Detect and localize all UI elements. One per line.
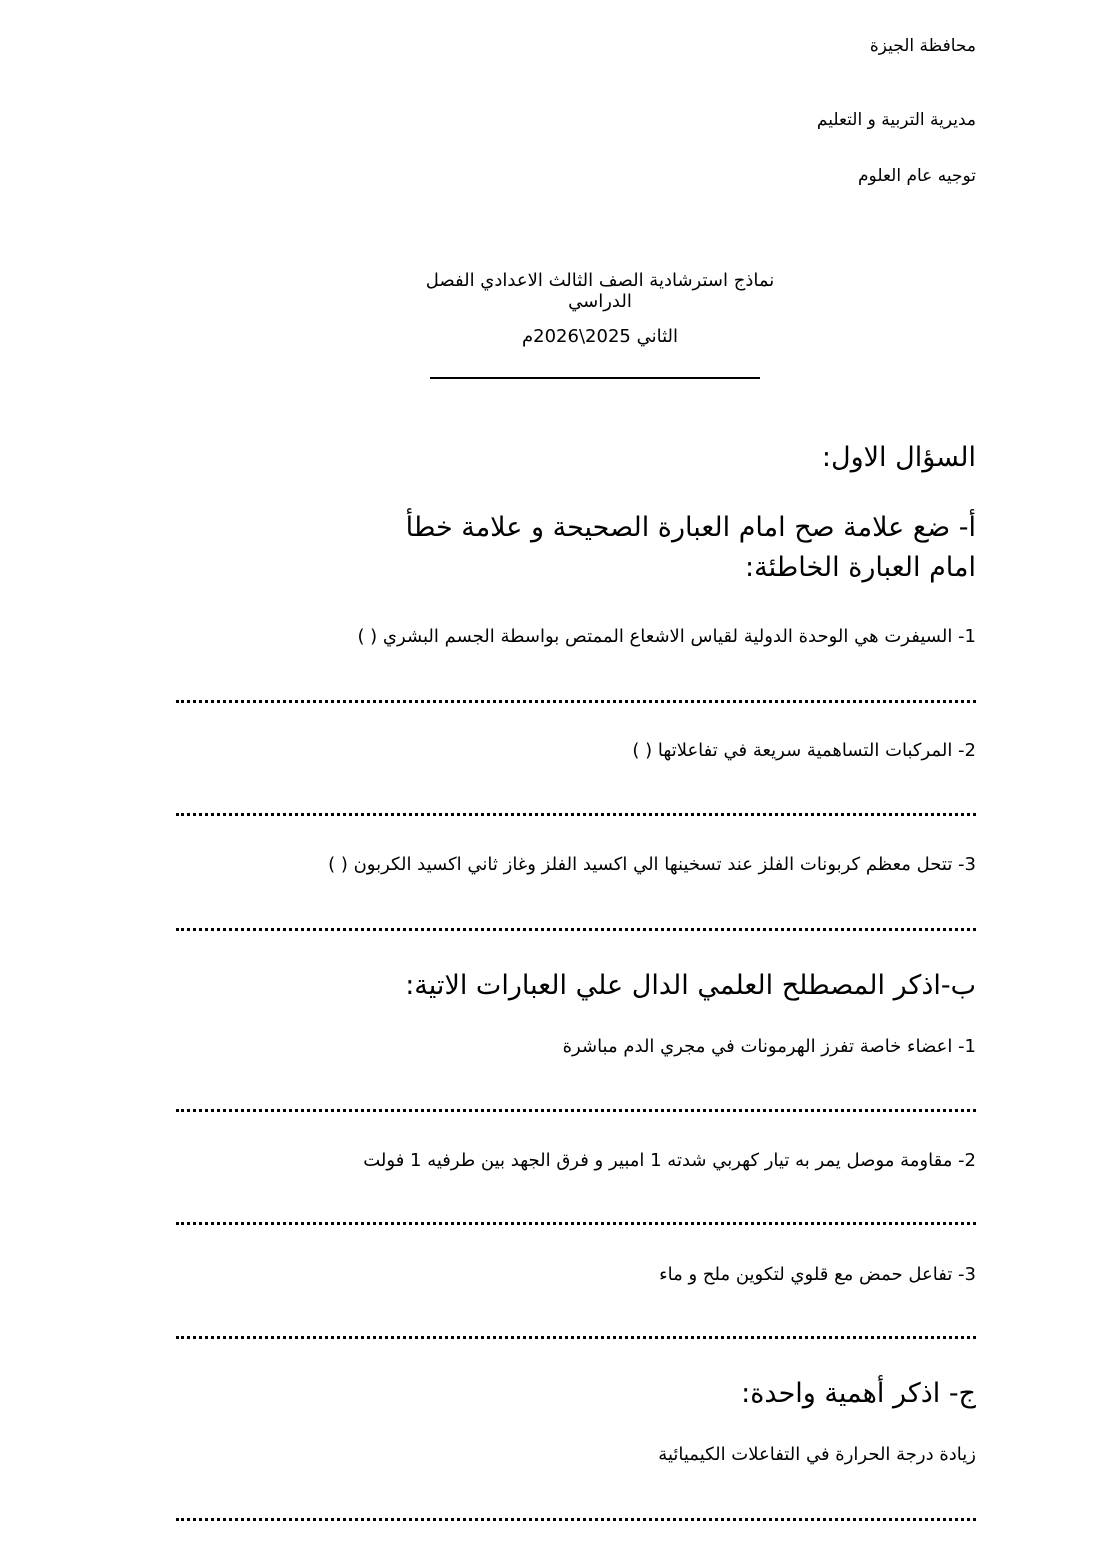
part-b-heading: ب-اذكر المصطلح العلمي الدال علي العبارات الاتية: bbox=[405, 970, 976, 1001]
question-title: السؤال الاول: bbox=[821, 442, 976, 473]
part-a-item-2: 2- المركبات التساهمية سريعة في تفاعلاتها ( ) bbox=[632, 740, 976, 761]
answer-line[interactable] bbox=[176, 928, 976, 931]
part-b-item-1: 1- اعضاء خاصة تفرز الهرمونات في مجري الدم مباشرة bbox=[562, 1036, 976, 1057]
part-a-item-1: 1- السيفرت هي الوحدة الدولية لقياس الاشعاع الممتص بواسطة الجسم البشري ( ) bbox=[357, 626, 976, 647]
answer-line[interactable] bbox=[176, 813, 976, 816]
part-a-item-3: 3- تتحل معظم كربونات الفلز عند تسخينها الي اكسيد الفلز وغاز ثاني اكسيد الكربون ( ) bbox=[328, 854, 976, 875]
directorate-label: مديرية التربية و التعليم bbox=[816, 110, 976, 130]
exam-title-line1: نماذج استرشادية الصف الثالث الاعدادي الفصل الدراسي bbox=[425, 270, 775, 312]
answer-line[interactable] bbox=[176, 700, 976, 703]
part-c-heading: ج- اذكر أهمية واحدة: bbox=[741, 1378, 976, 1409]
answer-line[interactable] bbox=[176, 1336, 976, 1339]
answer-line[interactable] bbox=[176, 1222, 976, 1225]
answer-line[interactable] bbox=[176, 1109, 976, 1112]
part-c-item-1: زيادة درجة الحرارة في التفاعلات الكيميائية bbox=[658, 1444, 976, 1465]
part-a-heading: أ- ضع علامة صح امام العبارة الصحيحة و علامة خطأ امام العبارة الخاطئة: bbox=[405, 512, 976, 583]
exam-title-line2: الثاني 2025\2026م bbox=[522, 326, 678, 347]
answer-line[interactable] bbox=[176, 1518, 976, 1521]
title-divider bbox=[430, 377, 760, 379]
governorate-label: محافظة الجيزة bbox=[869, 36, 976, 56]
part-b-item-3: 3- تفاعل حمض مع قلوي لتكوين ملح و ماء bbox=[659, 1264, 976, 1285]
part-b-item-2: 2- مقاومة موصل يمر به تيار كهربي شدته 1 امبير و فرق الجهد بين طرفيه 1 فولت bbox=[363, 1150, 976, 1171]
inspection-label: توجيه عام العلوم bbox=[858, 166, 976, 186]
